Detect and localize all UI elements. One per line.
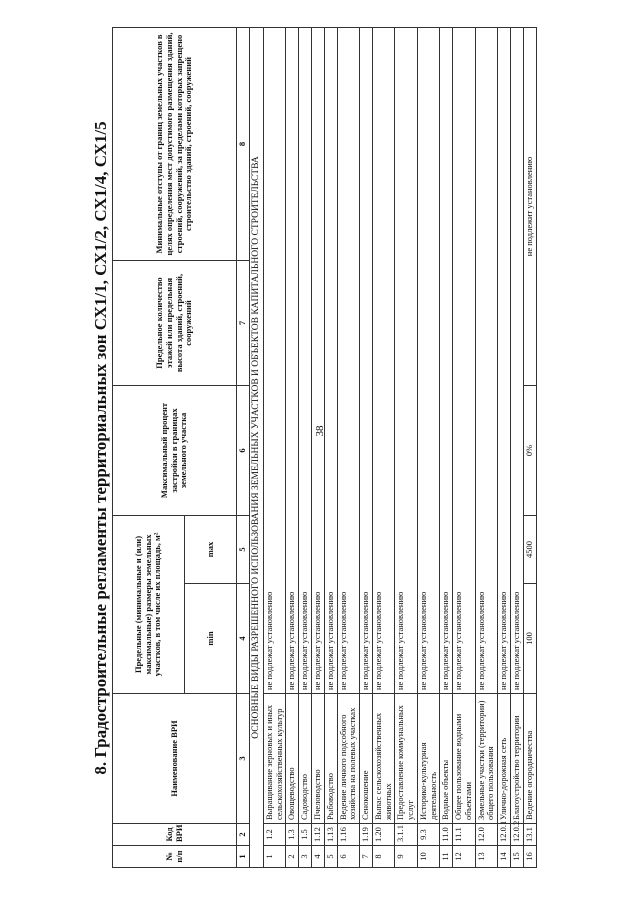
row-value: не подлежат установлению <box>337 28 360 694</box>
row-code: 13.1 <box>523 824 536 846</box>
page-title: 8. Градостроительные регламенты территориальных зон СХ1/1, СХ1/2, СХ1/4, СХ1/5 <box>91 121 110 775</box>
row-code: 9.3 <box>417 824 440 846</box>
table-row <box>324 28 337 868</box>
table-row <box>417 28 440 868</box>
row-value: не подлежат установлению <box>372 28 395 694</box>
column-number: 5 <box>237 516 250 584</box>
row-name: Садоводство <box>299 694 312 824</box>
table-row <box>395 28 418 868</box>
row-name: Сенокошение <box>360 694 373 824</box>
row-code: 12.0 <box>475 824 498 846</box>
row-name: Водные объекты <box>440 694 453 824</box>
row-value: не подлежат установлению <box>417 28 440 694</box>
regulations-table <box>112 27 537 868</box>
row-name: Ведение личного подсобного хозяйства на полевых участках <box>337 694 360 824</box>
header-percent: Максимальный процент застройки в границах земельного участка <box>113 386 237 516</box>
row-name: Предоставление коммунальных услуг <box>395 694 418 824</box>
row-code: 1.13 <box>324 824 337 846</box>
row-code: 1.12 <box>311 824 324 846</box>
column-number: 3 <box>237 694 250 824</box>
row-code: 11.0 <box>440 824 453 846</box>
row-percent: 0% <box>523 386 536 516</box>
row-num: 14 <box>498 846 511 868</box>
table-row <box>360 28 373 868</box>
row-num: 9 <box>395 846 418 868</box>
header-setbacks: Минимальные отступы от границ земельных участков в целях определения мест допустимого размещения зданий, строений, сооружений, за пределами которых запрещено строительство зданий, строений, сооружений <box>113 28 237 261</box>
section-row <box>250 28 264 868</box>
header-sizes: Предельные (минимальные и (или) максимальные) размеры земельных участков, в том числе их площадь, м² <box>113 516 185 694</box>
row-rest: не подлежит установлению <box>523 28 536 386</box>
row-name: Овощеводство <box>286 694 299 824</box>
column-number: 6 <box>237 386 250 516</box>
row-value: не подлежат установлению <box>511 28 524 694</box>
table-row <box>511 28 524 868</box>
table-row <box>475 28 498 868</box>
row-name: Земельные участки (территории) общего пользования <box>475 694 498 824</box>
row-num: 7 <box>360 846 373 868</box>
row-name: Улично-дорожная сеть <box>498 694 511 824</box>
header-min: min <box>185 584 237 694</box>
row-name: Выращивание зерновых и иных сельскохозяйственных культур <box>263 694 286 824</box>
row-code: 1.16 <box>337 824 360 846</box>
row-num: 16 <box>523 846 536 868</box>
row-num: 5 <box>324 846 337 868</box>
row-code: 1.20 <box>372 824 395 846</box>
row-name: Рыбоводство <box>324 694 337 824</box>
table-row <box>337 28 360 868</box>
header-code: Код ВРИ <box>113 824 237 846</box>
row-value: не подлежат установлению <box>475 28 498 694</box>
row-name: Общее пользование водными объектами <box>453 694 476 824</box>
row-code: 1.5 <box>299 824 312 846</box>
row-value: не подлежат установлению <box>286 28 299 694</box>
row-num: 2 <box>286 846 299 868</box>
row-value: не подлежат установлению <box>395 28 418 694</box>
column-number: 4 <box>237 584 250 694</box>
table-row <box>263 28 286 868</box>
row-num: 10 <box>417 846 440 868</box>
header-max: max <box>185 516 237 584</box>
row-value: не подлежат установлению <box>440 28 453 694</box>
row-code: 1.2 <box>263 824 286 846</box>
row-value: не подлежат установлению <box>299 28 312 694</box>
row-name: Ведение огородничества <box>523 694 536 824</box>
page-number: 38 <box>314 425 326 437</box>
row-num: 11 <box>440 846 453 868</box>
row-num: 13 <box>475 846 498 868</box>
table-row <box>286 28 299 868</box>
row-code: 11.1 <box>453 824 476 846</box>
header-floors: Предельное количество этажей или предельная высота зданий, строений, сооружений <box>113 261 237 386</box>
row-code: 1.19 <box>360 824 373 846</box>
header-name: Наименование ВРИ <box>113 694 237 824</box>
header-num: № п/п <box>113 846 237 868</box>
row-code: 3.1.1 <box>395 824 418 846</box>
table-row <box>498 28 511 868</box>
row-value: не подлежат установлению <box>324 28 337 694</box>
row-value: не подлежат установлению <box>453 28 476 694</box>
column-number: 2 <box>237 824 250 846</box>
column-number: 8 <box>237 28 250 261</box>
row-num: 1 <box>263 846 286 868</box>
row-num: 15 <box>511 846 524 868</box>
row-name: Историко-культурная деятельность <box>417 694 440 824</box>
row-num: 12 <box>453 846 476 868</box>
row-max: 4500 <box>523 516 536 584</box>
rotated-sheet <box>88 28 608 868</box>
table-row <box>372 28 395 868</box>
row-num: 4 <box>311 846 324 868</box>
row-code: 1.3 <box>286 824 299 846</box>
row-code: 12.0.1 <box>498 824 511 846</box>
table-row <box>311 28 324 868</box>
row-num: 3 <box>299 846 312 868</box>
row-name: Выпас сельскохозяйственных животных <box>372 694 395 824</box>
column-numbers-row <box>237 28 250 868</box>
row-num: 6 <box>337 846 360 868</box>
row-min: 100 <box>523 584 536 694</box>
row-value: не подлежат установлению <box>263 28 286 694</box>
row-name: Благоустройство территории <box>511 694 524 824</box>
column-number: 7 <box>237 261 250 386</box>
table-row <box>440 28 453 868</box>
table-row <box>453 28 476 868</box>
section-title: ОСНОВНЫЕ ВИДЫ РАЗРЕШЕННОГО ИСПОЛЬЗОВАНИЯ ЗЕМЕЛЬНЫХ УЧАСТКОВ И ОБЪЕКТОВ КАПИТАЛЬНОГО СТРОИТЕЛЬСТВА <box>250 28 264 868</box>
row-value: не подлежат установлению <box>311 28 324 694</box>
row-code: 12.0.2 <box>511 824 524 846</box>
table-row <box>299 28 312 868</box>
row-name: Пчеловодство <box>311 694 324 824</box>
row-value: не подлежат установлению <box>498 28 511 694</box>
column-number: 1 <box>237 846 250 868</box>
row-num: 8 <box>372 846 395 868</box>
table-row <box>523 28 536 868</box>
row-value: не подлежат установлению <box>360 28 373 694</box>
